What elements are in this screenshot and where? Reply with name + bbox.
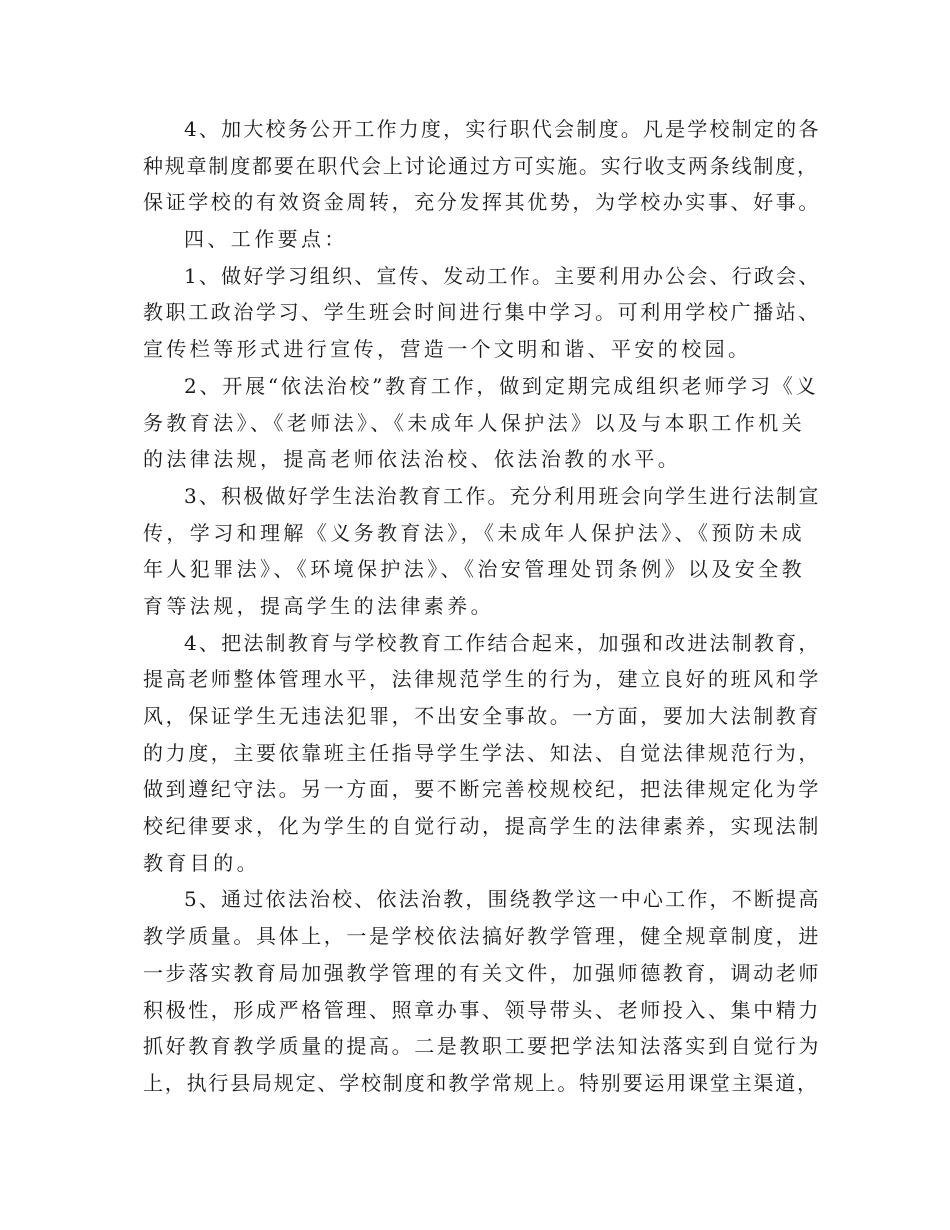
text-line: 种规章制度都要在职代会上讨论通过方可实施。实行收支两条线制度，	[143, 153, 819, 178]
paragraph	[143, 221, 813, 258]
text-line: 保证学校的有效资金周转，充分发挥其优势，为学校办实事、好事。	[143, 190, 821, 215]
text-line: 年人犯罪法》、《环境保护法》、《治安管理处罚条例》以及安全教	[143, 557, 805, 582]
text-line: 1、做好学习组织、宣传、发动工作。主要利用办公会、行政会、	[184, 263, 821, 288]
text-line: 宣传栏等形式进行宣传，营造一个文明和谐、平安的校园。	[143, 337, 752, 362]
text-line: 4、加大校务公开工作力度，实行职代会制度。凡是学校制定的各	[184, 117, 821, 141]
text-line: 上，执行县局规定、学校制度和教学常规上。特别要运用课堂主渠道，	[143, 1070, 819, 1095]
text-line: 四、工作要点：	[184, 227, 348, 252]
text-line: 教育目的。	[143, 850, 260, 875]
paragraph	[143, 258, 821, 368]
text-line: 3、积极做好学生法治教育工作。充分利用班会向学生进行法制宣	[184, 483, 821, 508]
text-line: 一步落实教育局加强教学管理的有关文件，加强师德教育，调动老师	[143, 960, 821, 985]
text-line: 教学质量。具体上，一是学校依法搞好教学管理，健全规章制度，进	[143, 924, 821, 949]
text-line: 5、通过依法治校、依法治教，围绕教学这一中心工作，不断提高	[184, 887, 821, 912]
text-line: 校纪律要求，化为学生的自觉行动，提高学生的法律素养，实现法制	[143, 814, 821, 839]
text-line: 务教育法》、《老师法》、《未成年人保护法》以及与本职工作机关	[143, 410, 805, 435]
paragraph	[143, 625, 821, 882]
text-line: 2、开展“依法治校”教育工作，做到定期完成组织老师学习《义	[184, 373, 819, 398]
text-line: 积极性，形成严格管理、照章办事、领导带头、老师投入、集中精力	[143, 997, 821, 1022]
text-line: 教职工政治学习、学生班会时间进行集中学习。可利用学校广播站、	[143, 300, 821, 325]
text-line: 的法律法规，提高老师依法治校、依法治教的水平。	[143, 447, 682, 472]
text-line: 的力度，主要依靠班主任指导学生学法、知法、自觉法律规范行为，	[143, 740, 821, 765]
text-line: 育等法规，提高学生的法律素养。	[143, 593, 494, 618]
document-body	[143, 111, 821, 1102]
paragraph	[143, 368, 819, 478]
text-line: 做到遵纪守法。另一方面，要不断完善校规校纪，把法律规定化为学	[143, 777, 821, 802]
paragraph	[143, 881, 821, 1101]
text-line: 风，保证学生无违法犯罪，不出安全事故。一方面，要加大法制教育	[143, 704, 821, 728]
text-line: 传，学习和理解《义务教育法》，《未成年人保护法》、《预防未成	[143, 520, 805, 545]
paragraph	[143, 478, 821, 625]
paragraph	[143, 111, 821, 221]
text-line: 抓好教育教学质量的提高。二是教职工要把学法知法落实到自觉行为	[143, 1034, 821, 1059]
text-line: 4、把法制教育与学校教育工作结合起来，加强和改进法制教育，	[184, 630, 821, 655]
text-line: 提高老师整体管理水平，法律规范学生的行为，建立良好的班风和学	[143, 667, 821, 692]
